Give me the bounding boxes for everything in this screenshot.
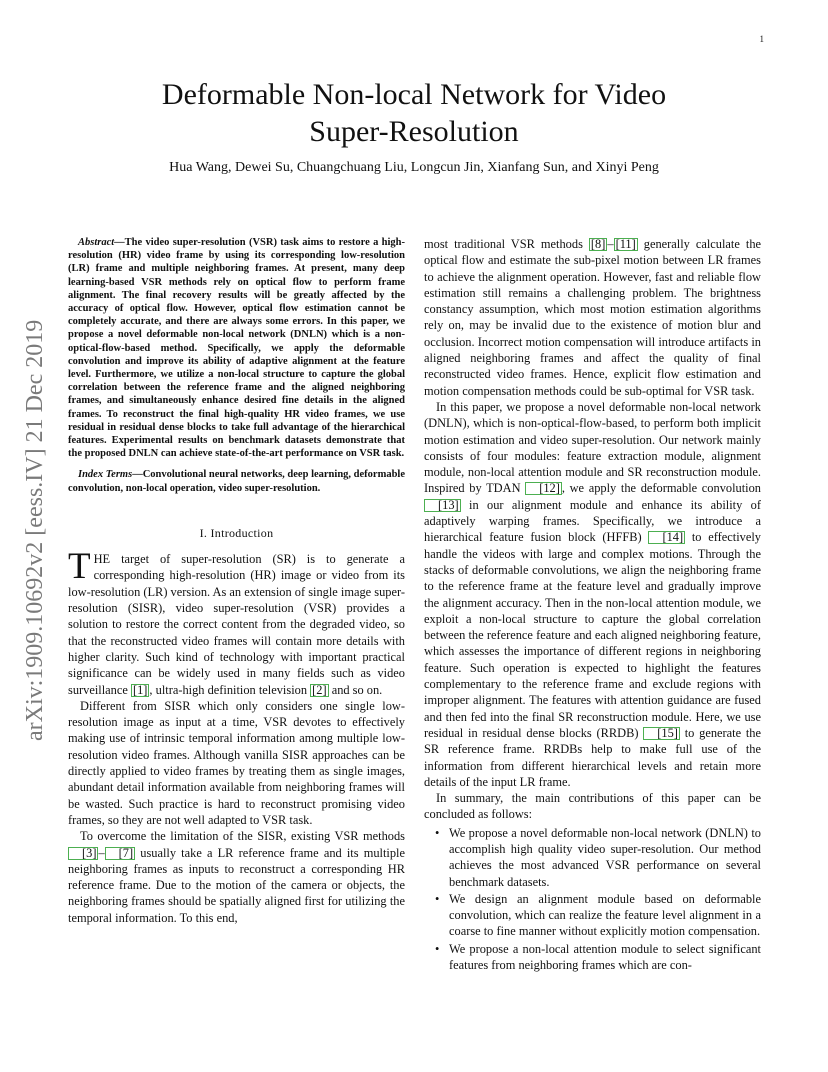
intro-paragraph-6: In summary, the main contributions of this paper can be concluded as follows: [424, 791, 761, 822]
author-list: Hua Wang, Dewei Su, Chuangchuang Liu, Longcun Jin, Xianfang Sun, and Xinyi Peng [169, 160, 659, 175]
index-terms-lead: Index Terms [78, 469, 133, 481]
arxiv-stamp: arXiv:1909.10692v2 [eess.IV] 21 Dec 2019 [22, 319, 48, 741]
intro-r2-e: to generate the SR reference frame. RRDBs help to make full use of the information from different hierarchical levels and retain more details of the input LR frame. [424, 725, 761, 789]
intro-paragraph-4 [424, 236, 761, 399]
bullet-icon: • [435, 825, 440, 840]
left-column [68, 236, 405, 926]
list-item [435, 825, 761, 890]
intro-paragraph-2: Different from SISR which only considers one single low-resolution image as input at a time, VSR devotes to effectively making use of intrinsic temporal information among multiple low-resolution video frames. Although vanilla SISR approaches can be directly applied to video frames by treating them as single images, abundant detail information available from neighboring frames will be wasted. Such practice is hard to reconstruct promising video frames, so they are not well adapted to VSR task. [68, 698, 405, 827]
right-column [424, 236, 761, 974]
intro-p1-mid: , ultra-high definition television [149, 682, 311, 697]
citation-link[interactable]: [14] [648, 531, 685, 544]
intro-r1-rest: generally calculate the optical flow and estimate the sub-pixel motion between LR frames to achieve the alignment operation. However, fast and reliable flow estimation still remains a challenging problem. The brightness constancy assumption, which most motion estimation algorithms rely on, may be invalid due to the existence of motion blur and occlusion. Incorrect motion compensation will introduce artifacts in aligned neighboring frames and affect the quality of final reconstructed video frames. Hence, explicit flow estimation and motion compensation methods could be sub-optimal for VSR task. [424, 237, 762, 398]
page-number: 1 [759, 34, 764, 44]
abstract [68, 236, 405, 460]
citation-link[interactable]: [3] [68, 847, 98, 860]
citation-link[interactable]: [1] [132, 682, 148, 697]
citation-link[interactable]: [15] [643, 727, 680, 740]
abstract-text: —The video super-resolution (VSR) task aims to restore a high-resolution (HR) video frame by using its corresponding low-resolution (LR) frame and multiple neighboring frames. At present, many deep learning-based VSR methods rely on optical flow to perform frame alignment. The final recovery results will be greatly affected by the accuracy of optical flow. However, optical flow estimation cannot be completely accurate, and there are always some errors. In this paper, we propose a novel deformable non-local network (DNLN) which is a non-optical-flow-based method. Specifically, we apply the deformable convolution and improve its ability of adaptive alignment at the feature level. Furthermore, we utilize a non-local structure to capture the global correlation between the reference frame and the aligned neighboring frames, and simultaneously enhance desired fine details in the aligned frames. To reconstruct the final high-quality HR video frames, we use residual in residual dense blocks to take full advantage of the hierarchical features. Experimental results on benchmark datasets demonstrate that the proposed DNLN can achieve state-of-the-art performance on VSR task. [68, 237, 405, 460]
citation-link[interactable]: [11] [615, 237, 636, 251]
citation-link[interactable]: [7] [105, 847, 135, 860]
index-terms-text: —Convolutional neural networks, deep learning, deformable convolution, non-local operation, video super-resolution. [68, 469, 405, 494]
intro-p3-start: To overcome the limitation of the SISR, existing VSR methods [80, 829, 405, 844]
bullet-icon: • [435, 891, 440, 906]
contributions-list [424, 825, 761, 974]
index-terms [68, 468, 405, 494]
bullet-icon: • [435, 941, 440, 956]
contribution-text: We propose a novel deformable non-local network (DNLN) to accomplish high quality video super-resolution. Our method achieves the most advanced VSR performance on several benchmark datasets. [449, 825, 761, 889]
abstract-lead: Abstract [78, 237, 115, 248]
citation-link[interactable]: [8] [590, 237, 606, 251]
paper-title [0, 76, 828, 150]
citation-link[interactable]: [12] [525, 482, 562, 495]
drop-cap: T [68, 546, 91, 588]
intro-r2-a: In this paper, we propose a novel deformable non-local network (DNLN), which is non-optical-flow-based, to perform both implicit motion estimation and video super-resolution. Our network mainly consists of four modules: feature extraction module, alignment module, non-local attention module and SR reconstruction module. Inspired by TDAN [424, 399, 761, 496]
intro-r2-b: , we apply the deformable convolution [561, 481, 761, 496]
intro-p1-text: HE target of super-resolution (SR) is to generate a corresponding high-resolution (HR) image or video from its low-resolution (LR) version. As an extension of single image super-resolution (SISR), video super-resolution (VSR) provides a solution to restore the correct content from the degraded video, so that the reconstructed video frames will contain more details with higher clarity. Such kind of technology with important practical significance can be widely used in many fields such as video surveillance [68, 552, 405, 697]
title-line-1: Deformable Non-local Network for Video [161, 78, 667, 111]
intro-p3-rest: usually take a LR reference frame and its multiple neighboring frames as inputs to reconstruct a corresponding HR reference frame. Due to the motion of the camera or objects, the neighboring frames should be spatially aligned first for utilizing the temporal information. To this end, [68, 845, 405, 925]
contribution-text: We design an alignment module based on deformable convolution, which can realize the feature level alignment in a coarse to fine manner without explicitly motion compensation. [449, 891, 761, 939]
intro-r2-c: in our alignment module and enhance its ability of adaptively warping frames. Specifically, we introduce a hierarchical feature fusion block (HFFB) [424, 497, 761, 545]
citation-link[interactable]: [13] [424, 499, 461, 512]
intro-paragraph-3 [68, 828, 405, 926]
list-item [435, 941, 761, 974]
intro-r1-start: most traditional VSR methods [424, 237, 589, 251]
citation-link[interactable]: [2] [312, 682, 327, 697]
title-line-2: Super-Resolution [309, 115, 519, 148]
intro-paragraph-1 [68, 546, 405, 698]
citation-dash: – [98, 845, 105, 860]
list-item [435, 891, 761, 940]
citation-dash: – [607, 237, 614, 251]
contribution-text: We propose a non-local attention module to select significant features from neighboring frames which are con- [449, 941, 761, 973]
intro-p1-end: and so on. [328, 682, 383, 697]
section-heading-introduction: I. Introduction [199, 525, 274, 540]
intro-r2-d: to effectively handle the videos with large and complex motions. Through the stacks of deformable convolutions, we align the neighboring frame to the reference frame at the feature level and gradually improve the alignment accuracy. Then in the non-local attention module, we exploit a non-local structure to capture the global correlation between the reference feature and each aligned neighboring feature, which assesses the importance of different regions in neighboring feature. Such operation is expected to highlight the features complementary to the reference frame and exclude regions with improper alignment. The features with attention guidance are fused and then fed into the final SR reconstruction module. Here, we use residual in residual dense blocks (RRDB) [424, 530, 762, 740]
intro-paragraph-5 [424, 399, 761, 790]
